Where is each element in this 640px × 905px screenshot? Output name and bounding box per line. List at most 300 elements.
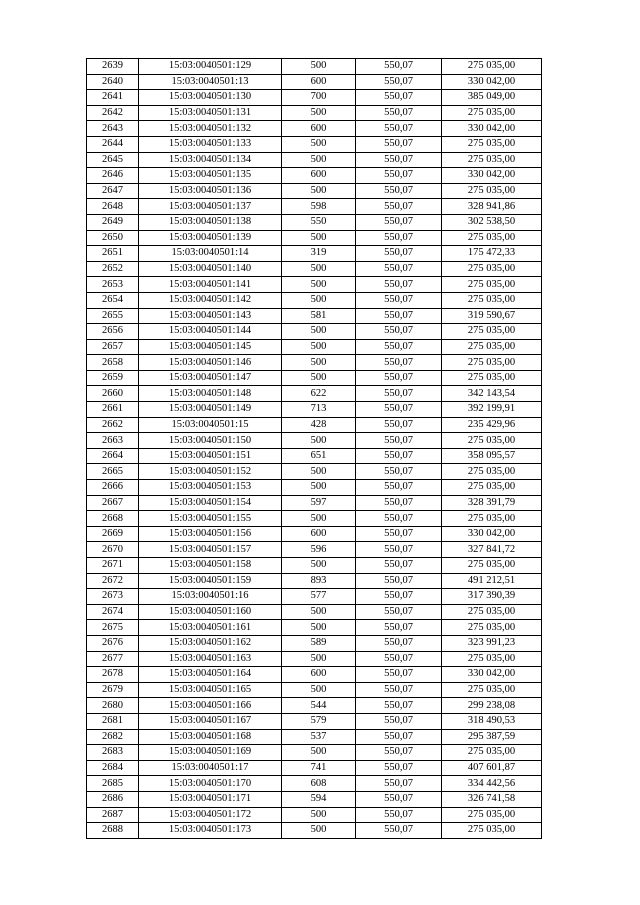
area-cell: 577 <box>282 589 356 605</box>
area-cell: 500 <box>282 59 356 75</box>
cadastral-number-cell: 15:03:0040501:143 <box>139 308 282 324</box>
value-cell: 327 841,72 <box>442 542 542 558</box>
rate-cell: 550,07 <box>356 121 442 137</box>
table-row <box>87 370 542 386</box>
document-table-container <box>86 58 541 839</box>
row-number-cell: 2676 <box>87 635 139 651</box>
table-row <box>87 635 542 651</box>
row-number-cell: 2650 <box>87 230 139 246</box>
table-row <box>87 682 542 698</box>
table-row <box>87 495 542 511</box>
area-cell: 500 <box>282 105 356 121</box>
rate-cell: 550,07 <box>356 261 442 277</box>
table-row <box>87 199 542 215</box>
row-number-cell: 2653 <box>87 277 139 293</box>
rate-cell: 550,07 <box>356 635 442 651</box>
cadastral-number-cell: 15:03:0040501:159 <box>139 573 282 589</box>
area-cell: 500 <box>282 745 356 761</box>
rate-cell: 550,07 <box>356 776 442 792</box>
table-row <box>87 651 542 667</box>
rate-cell: 550,07 <box>356 355 442 371</box>
rate-cell: 550,07 <box>356 230 442 246</box>
table-row <box>87 402 542 418</box>
table-row <box>87 136 542 152</box>
table-row <box>87 74 542 90</box>
table-row <box>87 277 542 293</box>
row-number-cell: 2642 <box>87 105 139 121</box>
rate-cell: 550,07 <box>356 480 442 496</box>
rate-cell: 550,07 <box>356 199 442 215</box>
cadastral-number-cell: 15:03:0040501:149 <box>139 402 282 418</box>
row-number-cell: 2644 <box>87 136 139 152</box>
row-number-cell: 2685 <box>87 776 139 792</box>
cadastral-number-cell: 15:03:0040501:138 <box>139 214 282 230</box>
value-cell: 299 238,08 <box>442 698 542 714</box>
row-number-cell: 2680 <box>87 698 139 714</box>
area-cell: 544 <box>282 698 356 714</box>
row-number-cell: 2682 <box>87 729 139 745</box>
table-row <box>87 246 542 262</box>
cadastral-number-cell: 15:03:0040501:166 <box>139 698 282 714</box>
row-number-cell: 2648 <box>87 199 139 215</box>
value-cell: 275 035,00 <box>442 464 542 480</box>
rate-cell: 550,07 <box>356 448 442 464</box>
cadastral-number-cell: 15:03:0040501:168 <box>139 729 282 745</box>
table-row <box>87 464 542 480</box>
row-number-cell: 2652 <box>87 261 139 277</box>
rate-cell: 550,07 <box>356 214 442 230</box>
rate-cell: 550,07 <box>356 74 442 90</box>
row-number-cell: 2645 <box>87 152 139 168</box>
cadastral-number-cell: 15:03:0040501:131 <box>139 105 282 121</box>
cadastral-number-cell: 15:03:0040501:142 <box>139 292 282 308</box>
rate-cell: 550,07 <box>356 402 442 418</box>
area-cell: 500 <box>282 604 356 620</box>
area-cell: 622 <box>282 386 356 402</box>
cadastral-number-cell: 15:03:0040501:139 <box>139 230 282 246</box>
cadastral-number-cell: 15:03:0040501:146 <box>139 355 282 371</box>
row-number-cell: 2668 <box>87 511 139 527</box>
row-number-cell: 2640 <box>87 74 139 90</box>
rate-cell: 550,07 <box>356 464 442 480</box>
cadastral-number-cell: 15:03:0040501:15 <box>139 417 282 433</box>
table-row <box>87 168 542 184</box>
cadastral-number-cell: 15:03:0040501:165 <box>139 682 282 698</box>
row-number-cell: 2656 <box>87 324 139 340</box>
table-row <box>87 261 542 277</box>
table-row <box>87 433 542 449</box>
area-cell: 500 <box>282 558 356 574</box>
cadastral-number-cell: 15:03:0040501:172 <box>139 807 282 823</box>
table-row <box>87 230 542 246</box>
cadastral-number-cell: 15:03:0040501:160 <box>139 604 282 620</box>
area-cell: 700 <box>282 90 356 106</box>
cadastral-number-cell: 15:03:0040501:147 <box>139 370 282 386</box>
cadastral-number-cell: 15:03:0040501:167 <box>139 713 282 729</box>
value-cell: 295 387,59 <box>442 729 542 745</box>
row-number-cell: 2661 <box>87 402 139 418</box>
rate-cell: 550,07 <box>356 760 442 776</box>
row-number-cell: 2675 <box>87 620 139 636</box>
area-cell: 594 <box>282 791 356 807</box>
table-row <box>87 698 542 714</box>
rate-cell: 550,07 <box>356 807 442 823</box>
area-cell: 893 <box>282 573 356 589</box>
area-cell: 598 <box>282 199 356 215</box>
value-cell: 334 442,56 <box>442 776 542 792</box>
value-cell: 317 390,39 <box>442 589 542 605</box>
value-cell: 275 035,00 <box>442 183 542 199</box>
area-cell: 589 <box>282 635 356 651</box>
cadastral-number-cell: 15:03:0040501:16 <box>139 589 282 605</box>
area-cell: 579 <box>282 713 356 729</box>
cadastral-number-cell: 15:03:0040501:135 <box>139 168 282 184</box>
row-number-cell: 2677 <box>87 651 139 667</box>
cadastral-number-cell: 15:03:0040501:14 <box>139 246 282 262</box>
value-cell: 275 035,00 <box>442 152 542 168</box>
rate-cell: 550,07 <box>356 152 442 168</box>
row-number-cell: 2687 <box>87 807 139 823</box>
rate-cell: 550,07 <box>356 729 442 745</box>
value-cell: 328 941,86 <box>442 199 542 215</box>
row-number-cell: 2684 <box>87 760 139 776</box>
table-row <box>87 589 542 605</box>
table-row <box>87 355 542 371</box>
value-cell: 326 741,58 <box>442 791 542 807</box>
row-number-cell: 2663 <box>87 433 139 449</box>
value-cell: 275 035,00 <box>442 355 542 371</box>
row-number-cell: 2674 <box>87 604 139 620</box>
area-cell: 500 <box>282 620 356 636</box>
rate-cell: 550,07 <box>356 713 442 729</box>
area-cell: 741 <box>282 760 356 776</box>
value-cell: 330 042,00 <box>442 74 542 90</box>
rate-cell: 550,07 <box>356 292 442 308</box>
value-cell: 275 035,00 <box>442 105 542 121</box>
row-number-cell: 2681 <box>87 713 139 729</box>
area-cell: 500 <box>282 464 356 480</box>
table-row <box>87 776 542 792</box>
rate-cell: 550,07 <box>356 667 442 683</box>
row-number-cell: 2664 <box>87 448 139 464</box>
area-cell: 600 <box>282 74 356 90</box>
value-cell: 275 035,00 <box>442 324 542 340</box>
rate-cell: 550,07 <box>356 105 442 121</box>
rate-cell: 550,07 <box>356 542 442 558</box>
area-cell: 319 <box>282 246 356 262</box>
table-row <box>87 620 542 636</box>
rate-cell: 550,07 <box>356 651 442 667</box>
value-cell: 275 035,00 <box>442 370 542 386</box>
value-cell: 302 538,50 <box>442 214 542 230</box>
row-number-cell: 2647 <box>87 183 139 199</box>
rate-cell: 550,07 <box>356 386 442 402</box>
rate-cell: 550,07 <box>356 823 442 839</box>
table-row <box>87 745 542 761</box>
row-number-cell: 2679 <box>87 682 139 698</box>
area-cell: 651 <box>282 448 356 464</box>
rate-cell: 550,07 <box>356 324 442 340</box>
area-cell: 500 <box>282 807 356 823</box>
area-cell: 500 <box>282 433 356 449</box>
cadastral-number-cell: 15:03:0040501:136 <box>139 183 282 199</box>
rate-cell: 550,07 <box>356 90 442 106</box>
row-number-cell: 2683 <box>87 745 139 761</box>
cadastral-number-cell: 15:03:0040501:170 <box>139 776 282 792</box>
cadastral-number-cell: 15:03:0040501:153 <box>139 480 282 496</box>
row-number-cell: 2673 <box>87 589 139 605</box>
table-row <box>87 604 542 620</box>
row-number-cell: 2688 <box>87 823 139 839</box>
cadastral-number-cell: 15:03:0040501:164 <box>139 667 282 683</box>
rate-cell: 550,07 <box>356 339 442 355</box>
value-cell: 330 042,00 <box>442 168 542 184</box>
row-number-cell: 2660 <box>87 386 139 402</box>
table-row <box>87 386 542 402</box>
area-cell: 597 <box>282 495 356 511</box>
row-number-cell: 2678 <box>87 667 139 683</box>
cadastral-number-cell: 15:03:0040501:163 <box>139 651 282 667</box>
table-row <box>87 713 542 729</box>
rate-cell: 550,07 <box>356 745 442 761</box>
area-cell: 500 <box>282 136 356 152</box>
rate-cell: 550,07 <box>356 495 442 511</box>
row-number-cell: 2651 <box>87 246 139 262</box>
table-row <box>87 105 542 121</box>
row-number-cell: 2669 <box>87 526 139 542</box>
area-cell: 600 <box>282 667 356 683</box>
row-number-cell: 2670 <box>87 542 139 558</box>
cadastral-number-cell: 15:03:0040501:145 <box>139 339 282 355</box>
rate-cell: 550,07 <box>356 558 442 574</box>
value-cell: 275 035,00 <box>442 511 542 527</box>
table-body <box>87 59 542 839</box>
cadastral-number-cell: 15:03:0040501:13 <box>139 74 282 90</box>
value-cell: 275 035,00 <box>442 292 542 308</box>
area-cell: 500 <box>282 230 356 246</box>
table-row <box>87 760 542 776</box>
area-cell: 500 <box>282 183 356 199</box>
row-number-cell: 2671 <box>87 558 139 574</box>
row-number-cell: 2662 <box>87 417 139 433</box>
table-row <box>87 448 542 464</box>
cadastral-number-cell: 15:03:0040501:148 <box>139 386 282 402</box>
row-number-cell: 2646 <box>87 168 139 184</box>
area-cell: 500 <box>282 480 356 496</box>
cadastral-number-cell: 15:03:0040501:140 <box>139 261 282 277</box>
table-row <box>87 324 542 340</box>
row-number-cell: 2667 <box>87 495 139 511</box>
cadastral-number-cell: 15:03:0040501:137 <box>139 199 282 215</box>
area-cell: 428 <box>282 417 356 433</box>
value-cell: 275 035,00 <box>442 558 542 574</box>
cadastral-number-cell: 15:03:0040501:132 <box>139 121 282 137</box>
value-cell: 275 035,00 <box>442 480 542 496</box>
value-cell: 275 035,00 <box>442 261 542 277</box>
rate-cell: 550,07 <box>356 526 442 542</box>
rate-cell: 550,07 <box>356 620 442 636</box>
value-cell: 275 035,00 <box>442 339 542 355</box>
area-cell: 713 <box>282 402 356 418</box>
area-cell: 600 <box>282 526 356 542</box>
table-row <box>87 526 542 542</box>
rate-cell: 550,07 <box>356 246 442 262</box>
row-number-cell: 2658 <box>87 355 139 371</box>
cadastral-number-cell: 15:03:0040501:155 <box>139 511 282 527</box>
area-cell: 537 <box>282 729 356 745</box>
rate-cell: 550,07 <box>356 698 442 714</box>
value-cell: 175 472,33 <box>442 246 542 262</box>
area-cell: 500 <box>282 339 356 355</box>
rate-cell: 550,07 <box>356 589 442 605</box>
table-row <box>87 308 542 324</box>
value-cell: 275 035,00 <box>442 620 542 636</box>
rate-cell: 550,07 <box>356 136 442 152</box>
area-cell: 608 <box>282 776 356 792</box>
value-cell: 275 035,00 <box>442 59 542 75</box>
cadastral-number-cell: 15:03:0040501:154 <box>139 495 282 511</box>
cadastral-number-cell: 15:03:0040501:150 <box>139 433 282 449</box>
value-cell: 275 035,00 <box>442 807 542 823</box>
table-row <box>87 417 542 433</box>
table-row <box>87 667 542 683</box>
cadastral-number-cell: 15:03:0040501:169 <box>139 745 282 761</box>
value-cell: 318 490,53 <box>442 713 542 729</box>
area-cell: 500 <box>282 152 356 168</box>
value-cell: 385 049,00 <box>442 90 542 106</box>
cadastral-number-cell: 15:03:0040501:144 <box>139 324 282 340</box>
land-parcel-table <box>86 58 542 839</box>
table-row <box>87 292 542 308</box>
value-cell: 275 035,00 <box>442 230 542 246</box>
row-number-cell: 2655 <box>87 308 139 324</box>
area-cell: 500 <box>282 261 356 277</box>
rate-cell: 550,07 <box>356 59 442 75</box>
cadastral-number-cell: 15:03:0040501:133 <box>139 136 282 152</box>
table-row <box>87 511 542 527</box>
cadastral-number-cell: 15:03:0040501:17 <box>139 760 282 776</box>
cadastral-number-cell: 15:03:0040501:171 <box>139 791 282 807</box>
cadastral-number-cell: 15:03:0040501:141 <box>139 277 282 293</box>
table-row <box>87 183 542 199</box>
table-row <box>87 729 542 745</box>
value-cell: 275 035,00 <box>442 277 542 293</box>
value-cell: 275 035,00 <box>442 651 542 667</box>
table-row <box>87 823 542 839</box>
area-cell: 581 <box>282 308 356 324</box>
value-cell: 491 212,51 <box>442 573 542 589</box>
area-cell: 500 <box>282 682 356 698</box>
value-cell: 319 590,67 <box>442 308 542 324</box>
row-number-cell: 2665 <box>87 464 139 480</box>
area-cell: 500 <box>282 324 356 340</box>
area-cell: 600 <box>282 121 356 137</box>
table-row <box>87 152 542 168</box>
rate-cell: 550,07 <box>356 433 442 449</box>
cadastral-number-cell: 15:03:0040501:173 <box>139 823 282 839</box>
cadastral-number-cell: 15:03:0040501:134 <box>139 152 282 168</box>
row-number-cell: 2686 <box>87 791 139 807</box>
rate-cell: 550,07 <box>356 573 442 589</box>
row-number-cell: 2643 <box>87 121 139 137</box>
value-cell: 275 035,00 <box>442 823 542 839</box>
value-cell: 328 391,79 <box>442 495 542 511</box>
row-number-cell: 2641 <box>87 90 139 106</box>
value-cell: 275 035,00 <box>442 682 542 698</box>
area-cell: 500 <box>282 511 356 527</box>
value-cell: 275 035,00 <box>442 433 542 449</box>
value-cell: 275 035,00 <box>442 745 542 761</box>
rate-cell: 550,07 <box>356 277 442 293</box>
area-cell: 600 <box>282 168 356 184</box>
rate-cell: 550,07 <box>356 370 442 386</box>
cadastral-number-cell: 15:03:0040501:162 <box>139 635 282 651</box>
rate-cell: 550,07 <box>356 682 442 698</box>
value-cell: 275 035,00 <box>442 604 542 620</box>
rate-cell: 550,07 <box>356 168 442 184</box>
table-row <box>87 214 542 230</box>
rate-cell: 550,07 <box>356 183 442 199</box>
row-number-cell: 2666 <box>87 480 139 496</box>
rate-cell: 550,07 <box>356 308 442 324</box>
area-cell: 500 <box>282 823 356 839</box>
cadastral-number-cell: 15:03:0040501:152 <box>139 464 282 480</box>
table-row <box>87 573 542 589</box>
table-row <box>87 558 542 574</box>
row-number-cell: 2639 <box>87 59 139 75</box>
area-cell: 500 <box>282 355 356 371</box>
value-cell: 330 042,00 <box>442 121 542 137</box>
rate-cell: 550,07 <box>356 417 442 433</box>
area-cell: 500 <box>282 651 356 667</box>
cadastral-number-cell: 15:03:0040501:157 <box>139 542 282 558</box>
value-cell: 392 199,91 <box>442 402 542 418</box>
value-cell: 330 042,00 <box>442 526 542 542</box>
area-cell: 500 <box>282 292 356 308</box>
value-cell: 323 991,23 <box>442 635 542 651</box>
value-cell: 358 095,57 <box>442 448 542 464</box>
value-cell: 407 601,87 <box>442 760 542 776</box>
cadastral-number-cell: 15:03:0040501:130 <box>139 90 282 106</box>
area-cell: 500 <box>282 277 356 293</box>
table-row <box>87 339 542 355</box>
table-row <box>87 59 542 75</box>
row-number-cell: 2657 <box>87 339 139 355</box>
value-cell: 330 042,00 <box>442 667 542 683</box>
value-cell: 342 143,54 <box>442 386 542 402</box>
rate-cell: 550,07 <box>356 604 442 620</box>
table-row <box>87 791 542 807</box>
cadastral-number-cell: 15:03:0040501:156 <box>139 526 282 542</box>
cadastral-number-cell: 15:03:0040501:129 <box>139 59 282 75</box>
cadastral-number-cell: 15:03:0040501:151 <box>139 448 282 464</box>
row-number-cell: 2654 <box>87 292 139 308</box>
table-row <box>87 542 542 558</box>
area-cell: 550 <box>282 214 356 230</box>
area-cell: 500 <box>282 370 356 386</box>
row-number-cell: 2649 <box>87 214 139 230</box>
cadastral-number-cell: 15:03:0040501:158 <box>139 558 282 574</box>
cadastral-number-cell: 15:03:0040501:161 <box>139 620 282 636</box>
value-cell: 275 035,00 <box>442 136 542 152</box>
table-row <box>87 480 542 496</box>
table-row <box>87 90 542 106</box>
table-row <box>87 121 542 137</box>
area-cell: 596 <box>282 542 356 558</box>
value-cell: 235 429,96 <box>442 417 542 433</box>
row-number-cell: 2659 <box>87 370 139 386</box>
row-number-cell: 2672 <box>87 573 139 589</box>
